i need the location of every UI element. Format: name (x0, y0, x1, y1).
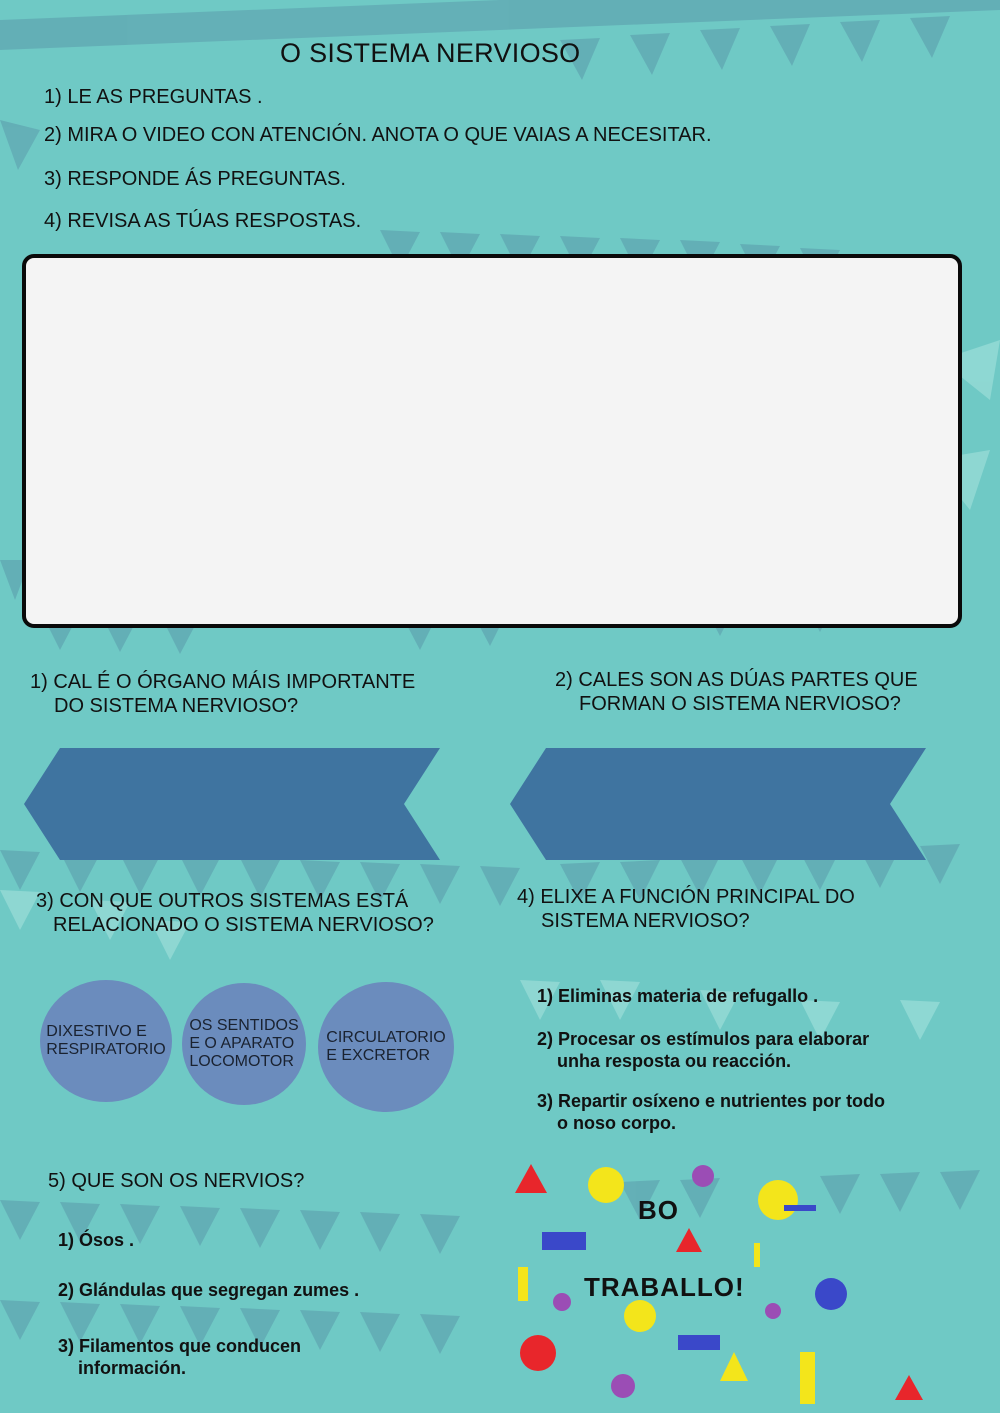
video-player[interactable] (22, 254, 962, 628)
option-circle-1-line2: RESPIRATORIO (46, 1041, 166, 1058)
q4-option-3-line1: 3) Repartir osíxeno e nutrientes por todo (537, 1091, 886, 1111)
q4-option-2[interactable] (537, 1028, 869, 1072)
option-circle-3[interactable] (318, 982, 454, 1112)
q4-option-2-line1: 2) Procesar os estímulos para elaborar (537, 1029, 870, 1049)
congrats-line-1: BO (638, 1195, 679, 1225)
option-circle-2-line3: LOCOMOTOR (189, 1053, 294, 1070)
answer-field-1[interactable] (24, 748, 442, 860)
q4-option-3[interactable] (537, 1090, 885, 1134)
option-circle-2[interactable] (182, 983, 306, 1105)
question-2-line2: FORMAN O SISTEMA NERVIOSO? (579, 693, 901, 715)
q5-option-3[interactable] (58, 1335, 301, 1379)
question-3-line1: 3) CON QUE OUTROS SISTEMAS ESTÁ (36, 890, 409, 912)
instruction-3: 3) RESPONDE ÁS PREGUNTAS. (44, 168, 346, 190)
option-circle-2-line1: OS SENTIDOS (189, 1017, 299, 1034)
q4-option-1-line1: 1) Eliminas materia de refugallo . (537, 986, 819, 1006)
instruction-2: 2) MIRA O VIDEO CON ATENCIÓN. ANOTA O QUE VAIAS A NECESITAR. (44, 124, 712, 146)
q4-option-1[interactable] (537, 985, 818, 1007)
q5-option-2-line1: 2) Glándulas que segregan zumes . (58, 1280, 360, 1300)
page-title: O SISTEMA NERVIOSO (280, 38, 581, 68)
q5-option-3-line1: 3) Filamentos que conducen (58, 1336, 302, 1356)
question-1-line1: 1) CAL É O ÓRGANO MÁIS IMPORTANTE (30, 671, 416, 693)
option-circle-2-line2: E O APARATO (189, 1035, 295, 1052)
confetti-decoration (500, 1150, 1000, 1413)
question-5: 5) QUE SON OS NERVIOS? (48, 1170, 305, 1192)
answer-field-2[interactable] (510, 748, 928, 860)
question-4-line1: 4) ELIXE A FUNCIÓN PRINCIPAL DO (517, 886, 855, 908)
instruction-1: 1) LE AS PREGUNTAS . (44, 86, 263, 108)
q5-option-1[interactable] (58, 1229, 134, 1251)
q4-option-2-line2: unha resposta ou reacción. (557, 1051, 792, 1071)
question-4-line2: SISTEMA NERVIOSO? (541, 910, 750, 932)
option-circle-3-line2: E EXCRETOR (326, 1047, 431, 1064)
question-4 (517, 885, 855, 933)
q5-option-1-line1: 1) Ósos . (58, 1230, 135, 1250)
question-3 (36, 889, 434, 937)
question-1 (30, 670, 415, 718)
question-1-line2: DO SISTEMA NERVIOSO? (54, 695, 299, 717)
option-circle-1[interactable] (40, 980, 172, 1102)
question-2 (555, 668, 918, 716)
q5-option-2[interactable] (58, 1279, 359, 1301)
instruction-4: 4) REVISA AS TÚAS RESPOSTAS. (44, 210, 362, 232)
option-circle-3-line1: CIRCULATORIO (326, 1029, 446, 1046)
question-3-line2: RELACIONADO O SISTEMA NERVIOSO? (53, 914, 434, 936)
congrats-line-2: TRABALLO! (584, 1272, 745, 1302)
q5-option-3-line2: información. (78, 1358, 187, 1378)
q4-option-3-line2: o noso corpo. (557, 1113, 676, 1133)
option-circle-1-line1: DIXESTIVO E (46, 1023, 147, 1040)
question-2-line1: 2) CALES SON AS DÚAS PARTES QUE (555, 669, 918, 691)
